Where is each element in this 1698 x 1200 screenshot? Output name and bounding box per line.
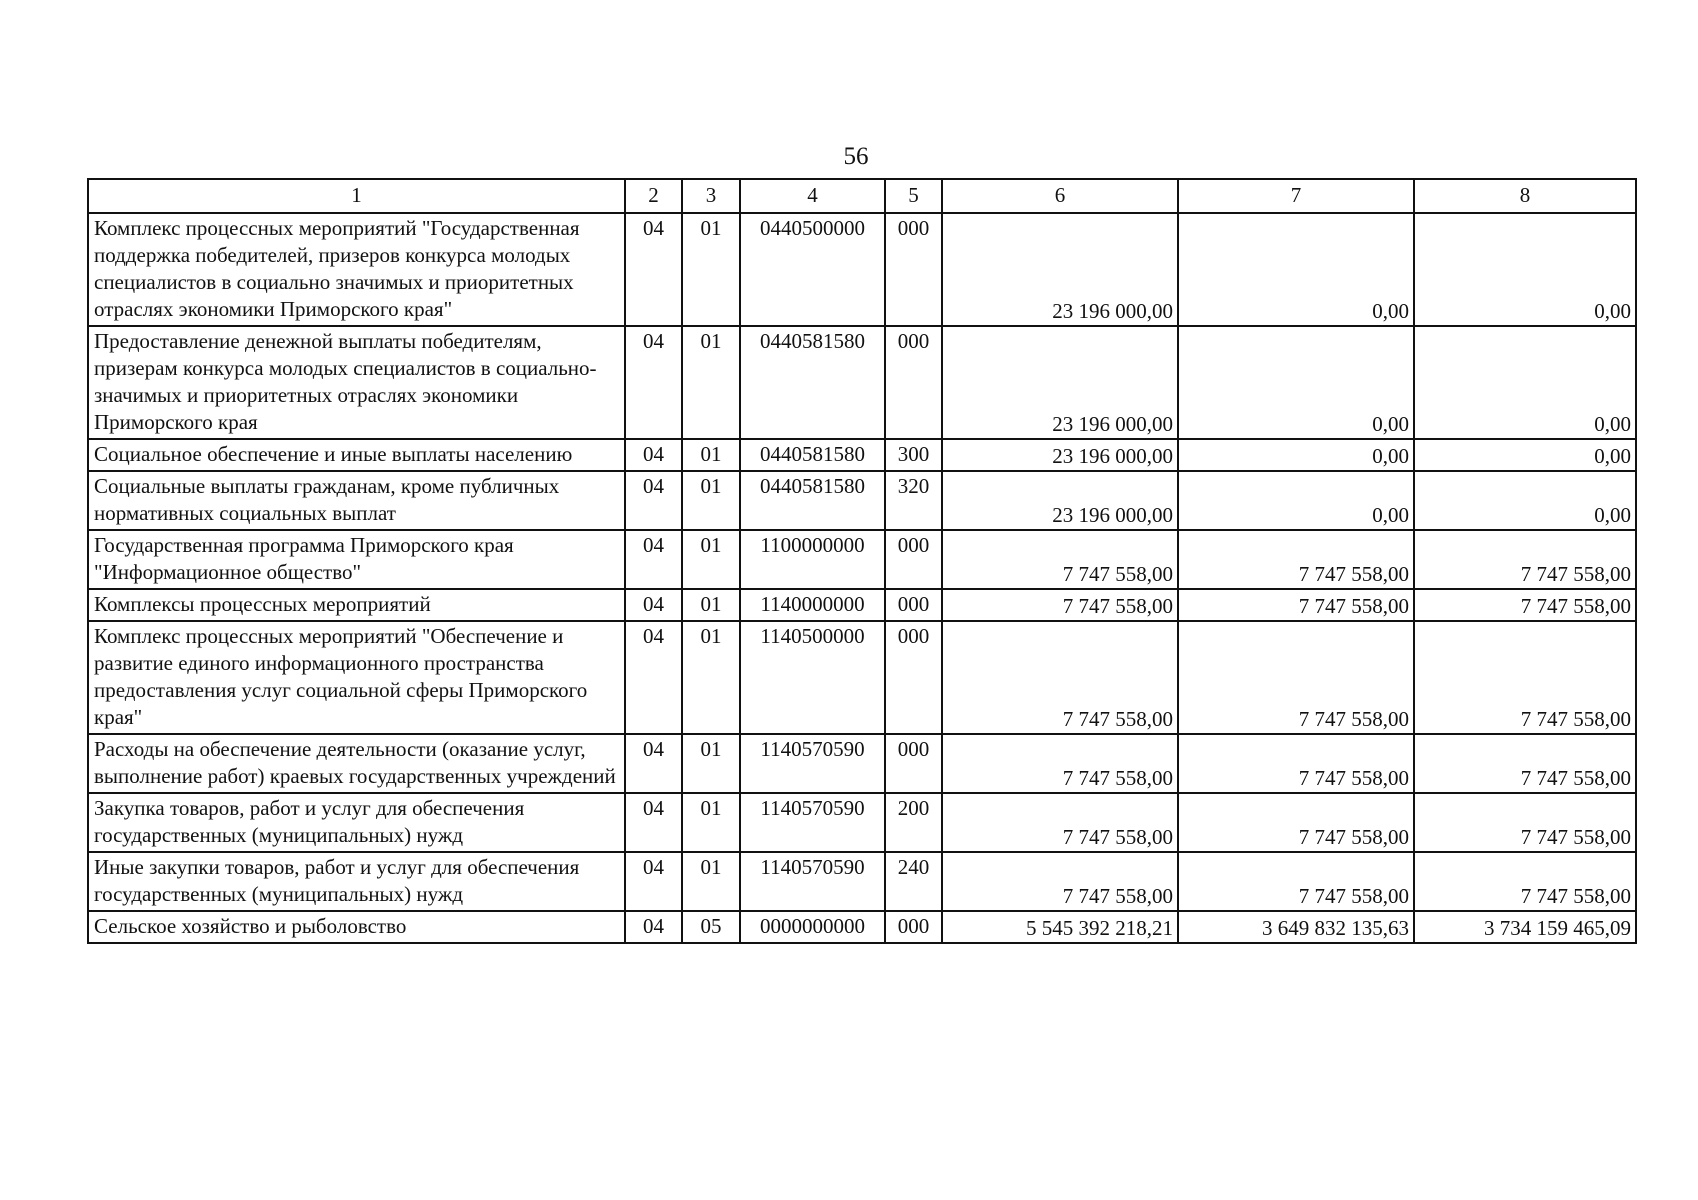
col-header-7: 7 <box>1178 179 1414 213</box>
amount-col-7: 7 747 558,00 <box>1178 530 1414 589</box>
expense-type-code: 000 <box>885 326 942 439</box>
section-code: 04 <box>625 530 682 589</box>
row-name: Закупка товаров, работ и услуг для обеспечения государственных (муниципальных) нужд <box>88 793 625 852</box>
amount-col-6: 7 747 558,00 <box>942 589 1178 621</box>
section-code: 04 <box>625 439 682 471</box>
amount-col-7: 0,00 <box>1178 439 1414 471</box>
expense-type-code: 000 <box>885 530 942 589</box>
subsection-code: 01 <box>682 471 740 530</box>
expense-type-code: 000 <box>885 911 942 943</box>
section-code: 04 <box>625 793 682 852</box>
row-name: Социальные выплаты гражданам, кроме публичных нормативных социальных выплат <box>88 471 625 530</box>
amount-col-7: 7 747 558,00 <box>1178 621 1414 734</box>
section-code: 04 <box>625 911 682 943</box>
table-row <box>88 326 1636 439</box>
amount-col-8: 7 747 558,00 <box>1414 530 1636 589</box>
amount-col-7: 7 747 558,00 <box>1178 734 1414 793</box>
amount-col-8: 0,00 <box>1414 326 1636 439</box>
amount-col-7: 3 649 832 135,63 <box>1178 911 1414 943</box>
amount-col-6: 7 747 558,00 <box>942 852 1178 911</box>
target-article-code: 0440581580 <box>740 326 885 439</box>
col-header-6: 6 <box>942 179 1178 213</box>
section-code: 04 <box>625 621 682 734</box>
expense-type-code: 300 <box>885 439 942 471</box>
table-row <box>88 793 1636 852</box>
subsection-code: 01 <box>682 852 740 911</box>
subsection-code: 01 <box>682 621 740 734</box>
subsection-code: 01 <box>682 734 740 793</box>
target-article-code: 1140000000 <box>740 589 885 621</box>
header-row <box>88 179 1636 213</box>
subsection-code: 01 <box>682 793 740 852</box>
amount-col-6: 7 747 558,00 <box>942 621 1178 734</box>
row-name: Комплекс процессных мероприятий "Обеспечение и развитие единого информационного пространства предоставления услуг социальной сферы Приморского края" <box>88 621 625 734</box>
table-row <box>88 852 1636 911</box>
expense-type-code: 200 <box>885 793 942 852</box>
amount-col-8: 7 747 558,00 <box>1414 734 1636 793</box>
target-article-code: 1100000000 <box>740 530 885 589</box>
col-header-2: 2 <box>625 179 682 213</box>
table-row <box>88 911 1636 943</box>
table-row <box>88 471 1636 530</box>
subsection-code: 01 <box>682 530 740 589</box>
amount-col-6: 23 196 000,00 <box>942 439 1178 471</box>
amount-col-8: 0,00 <box>1414 471 1636 530</box>
amount-col-7: 0,00 <box>1178 326 1414 439</box>
target-article-code: 0440500000 <box>740 213 885 326</box>
amount-col-6: 7 747 558,00 <box>942 793 1178 852</box>
row-name: Иные закупки товаров, работ и услуг для обеспечения государственных (муниципальных) нужд <box>88 852 625 911</box>
subsection-code: 05 <box>682 911 740 943</box>
target-article-code: 0000000000 <box>740 911 885 943</box>
amount-col-7: 7 747 558,00 <box>1178 793 1414 852</box>
target-article-code: 1140570590 <box>740 793 885 852</box>
target-article-code: 0440581580 <box>740 439 885 471</box>
row-name: Сельское хозяйство и рыболовство <box>88 911 625 943</box>
expense-type-code: 000 <box>885 213 942 326</box>
table-row <box>88 213 1636 326</box>
table-row <box>88 439 1636 471</box>
section-code: 04 <box>625 213 682 326</box>
amount-col-6: 23 196 000,00 <box>942 471 1178 530</box>
row-name: Расходы на обеспечение деятельности (оказание услуг, выполнение работ) краевых государственных учреждений <box>88 734 625 793</box>
amount-col-8: 0,00 <box>1414 213 1636 326</box>
amount-col-8: 7 747 558,00 <box>1414 793 1636 852</box>
col-header-1: 1 <box>88 179 625 213</box>
amount-col-8: 3 734 159 465,09 <box>1414 911 1636 943</box>
amount-col-6: 7 747 558,00 <box>942 530 1178 589</box>
target-article-code: 1140570590 <box>740 852 885 911</box>
amount-col-8: 7 747 558,00 <box>1414 852 1636 911</box>
amount-col-6: 23 196 000,00 <box>942 326 1178 439</box>
subsection-code: 01 <box>682 213 740 326</box>
amount-col-7: 0,00 <box>1178 213 1414 326</box>
expense-type-code: 000 <box>885 734 942 793</box>
row-name: Предоставление денежной выплаты победителям, призерам конкурса молодых специалистов в социально-значимых и приоритетных отраслях экономики Приморского края <box>88 326 625 439</box>
page-number: 56 <box>843 143 869 170</box>
table-row <box>88 621 1636 734</box>
expense-type-code: 000 <box>885 589 942 621</box>
budget-table <box>87 178 1637 944</box>
target-article-code: 1140500000 <box>740 621 885 734</box>
expense-type-code: 320 <box>885 471 942 530</box>
row-name: Социальное обеспечение и иные выплаты населению <box>88 439 625 471</box>
table-row <box>88 530 1636 589</box>
section-code: 04 <box>625 589 682 621</box>
col-header-4: 4 <box>740 179 885 213</box>
section-code: 04 <box>625 734 682 793</box>
col-header-3: 3 <box>682 179 740 213</box>
target-article-code: 0440581580 <box>740 471 885 530</box>
amount-col-8: 7 747 558,00 <box>1414 621 1636 734</box>
section-code: 04 <box>625 852 682 911</box>
amount-col-6: 23 196 000,00 <box>942 213 1178 326</box>
target-article-code: 1140570590 <box>740 734 885 793</box>
amount-col-7: 7 747 558,00 <box>1178 589 1414 621</box>
row-name: Комплексы процессных мероприятий <box>88 589 625 621</box>
expense-type-code: 000 <box>885 621 942 734</box>
section-code: 04 <box>625 471 682 530</box>
table-row <box>88 734 1636 793</box>
amount-col-6: 7 747 558,00 <box>942 734 1178 793</box>
amount-col-7: 7 747 558,00 <box>1178 852 1414 911</box>
expense-type-code: 240 <box>885 852 942 911</box>
section-code: 04 <box>625 326 682 439</box>
table-row <box>88 589 1636 621</box>
row-name: Государственная программа Приморского края "Информационное общество" <box>88 530 625 589</box>
col-header-5: 5 <box>885 179 942 213</box>
col-header-8: 8 <box>1414 179 1636 213</box>
subsection-code: 01 <box>682 439 740 471</box>
amount-col-6: 5 545 392 218,21 <box>942 911 1178 943</box>
amount-col-8: 7 747 558,00 <box>1414 589 1636 621</box>
subsection-code: 01 <box>682 589 740 621</box>
row-name: Комплекс процессных мероприятий "Государственная поддержка победителей, призеров конкурса молодых специалистов в социально значимых и приоритетных отраслях экономики Приморского края" <box>88 213 625 326</box>
amount-col-7: 0,00 <box>1178 471 1414 530</box>
amount-col-8: 0,00 <box>1414 439 1636 471</box>
subsection-code: 01 <box>682 326 740 439</box>
